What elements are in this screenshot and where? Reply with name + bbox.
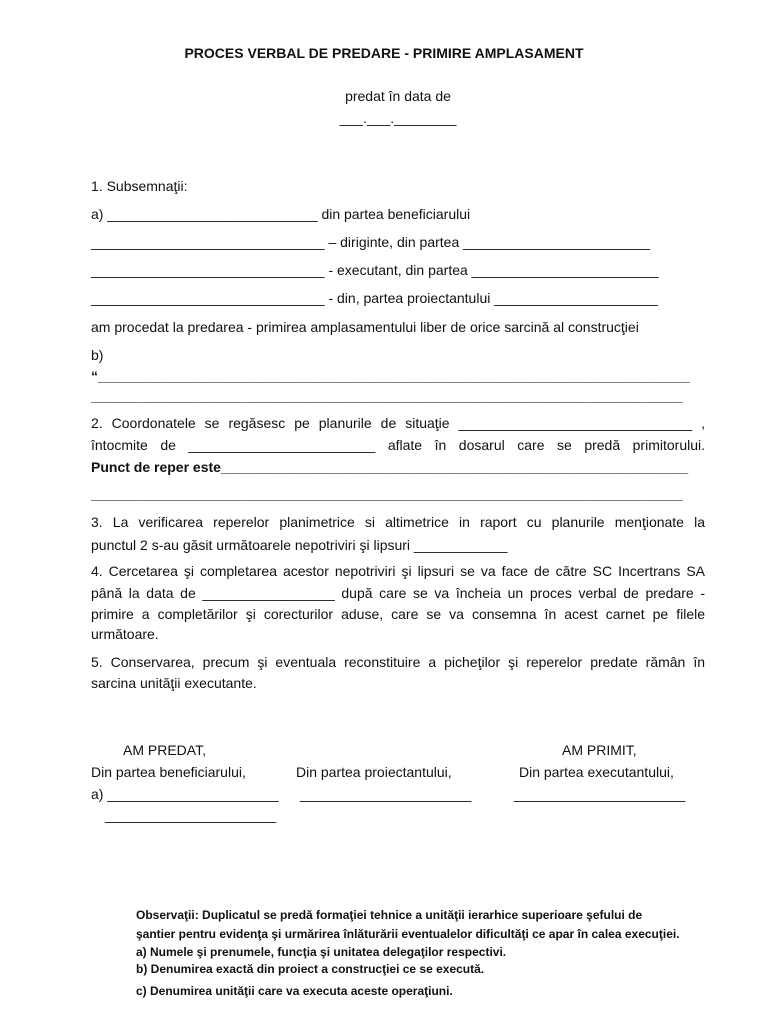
section-4-line-1: 4. Cercetarea şi completarea acestor nepotriviri şi lipsuri se va face de către SC Incertrans SA [91,563,705,579]
reper-line: Punct de reper este____________________________________________________________ [91,459,689,475]
observatii-line-1: Observaţii: Duplicatul se predă formaţiei tehnice a unităţii ierarhice superioare şefului de [136,908,643,922]
section-2-line-2: întocmite de ________________________ aflate în dosarul care se predă primitorului. [91,437,705,453]
section-5-line-1: 5. Conservarea, precum şi eventuala reconstituire a picheţilor şi reperelor predate rămân în [91,654,705,670]
section-3-line-2: punctul 2 s-au găsit următoarele nepotriviri şi lipsuri ____________ [91,537,508,553]
beneficiar-signature-blank: a) ______________________ [91,786,279,802]
section-4-line-2: până la data de _________________ după care se va încheia un proces verbal de predare - [91,585,705,601]
diriginte-line: ______________________________ – diriginte, din partea ________________________ [91,234,650,250]
document-title: PROCES VERBAL DE PREDARE - PRIMIRE AMPLASAMENT [184,45,584,61]
observatii-item-a: a) Numele şi prenumele, funcţia şi unitatea delegaţilor respectivi. [136,945,507,959]
observatii-line-2: şantier pentru evidenţa şi urmărirea înlăturării eventualelor dificultăţi ce apar în calea execuţiei. [136,927,680,941]
proiectant-line: ______________________________ - din, partea proiectantului _____________________ [91,290,658,306]
observatii-item-c: c) Denumirea unităţii care va executa aceste operaţiuni. [136,984,453,998]
section-4-line-3: primire a completărilor şi corecturilor aduse, care se va consemna în acest carnet pe filele [91,606,705,622]
section-1-heading: 1. Subsemnaţii: [91,178,188,194]
am-primit-label: AM PRIMIT, [562,742,637,758]
statement-line: am procedat la predarea - primirea amplasamentului liber de orice sarcină al construcţiei [91,319,639,335]
section-5-line-2: sarcina unităţii executante. [91,675,257,691]
beneficiar-line: a) ___________________________ din partea beneficiarului [91,206,471,222]
section-2-line-1: 2. Coordonatele se regăsesc pe planurile de situaţie ______________________________ , [91,415,705,431]
date-blank: ___.___.________ [339,110,457,126]
executant-line: ______________________________ - executant, din partea ________________________ [91,262,659,278]
am-predat-label: AM PREDAT, [123,742,206,758]
executant-signature-blank: ______________________ [514,786,686,802]
section-3-line-1: 3. La verificarea reperelor planimetrice si altimetrice in raport cu planurile menţionate la [91,514,705,530]
proiectant-signature-blank: ______________________ [300,786,472,802]
executant-signature-label: Din partea executantului, [519,764,674,780]
date-label: predat în data de [345,88,451,104]
section-4-line-4: următoare. [91,626,159,642]
proiectant-signature-label: Din partea proiectantului, [296,764,452,780]
quote-blank-line-1: “____________________________________________________________________________ [91,368,690,384]
quote-blank-line-2: ____________________________________________________________________________ [91,388,683,404]
reper-blank-line: ____________________________________________________________________________ [91,486,683,502]
item-b-label: b) [91,347,104,363]
observatii-item-b: b) Denumirea exactă din proiect a construcţiei ce se execută. [136,962,485,976]
beneficiar-signature-label: Din partea beneficiarului, [91,764,246,780]
beneficiar-second-blank: ______________________ [105,807,277,823]
